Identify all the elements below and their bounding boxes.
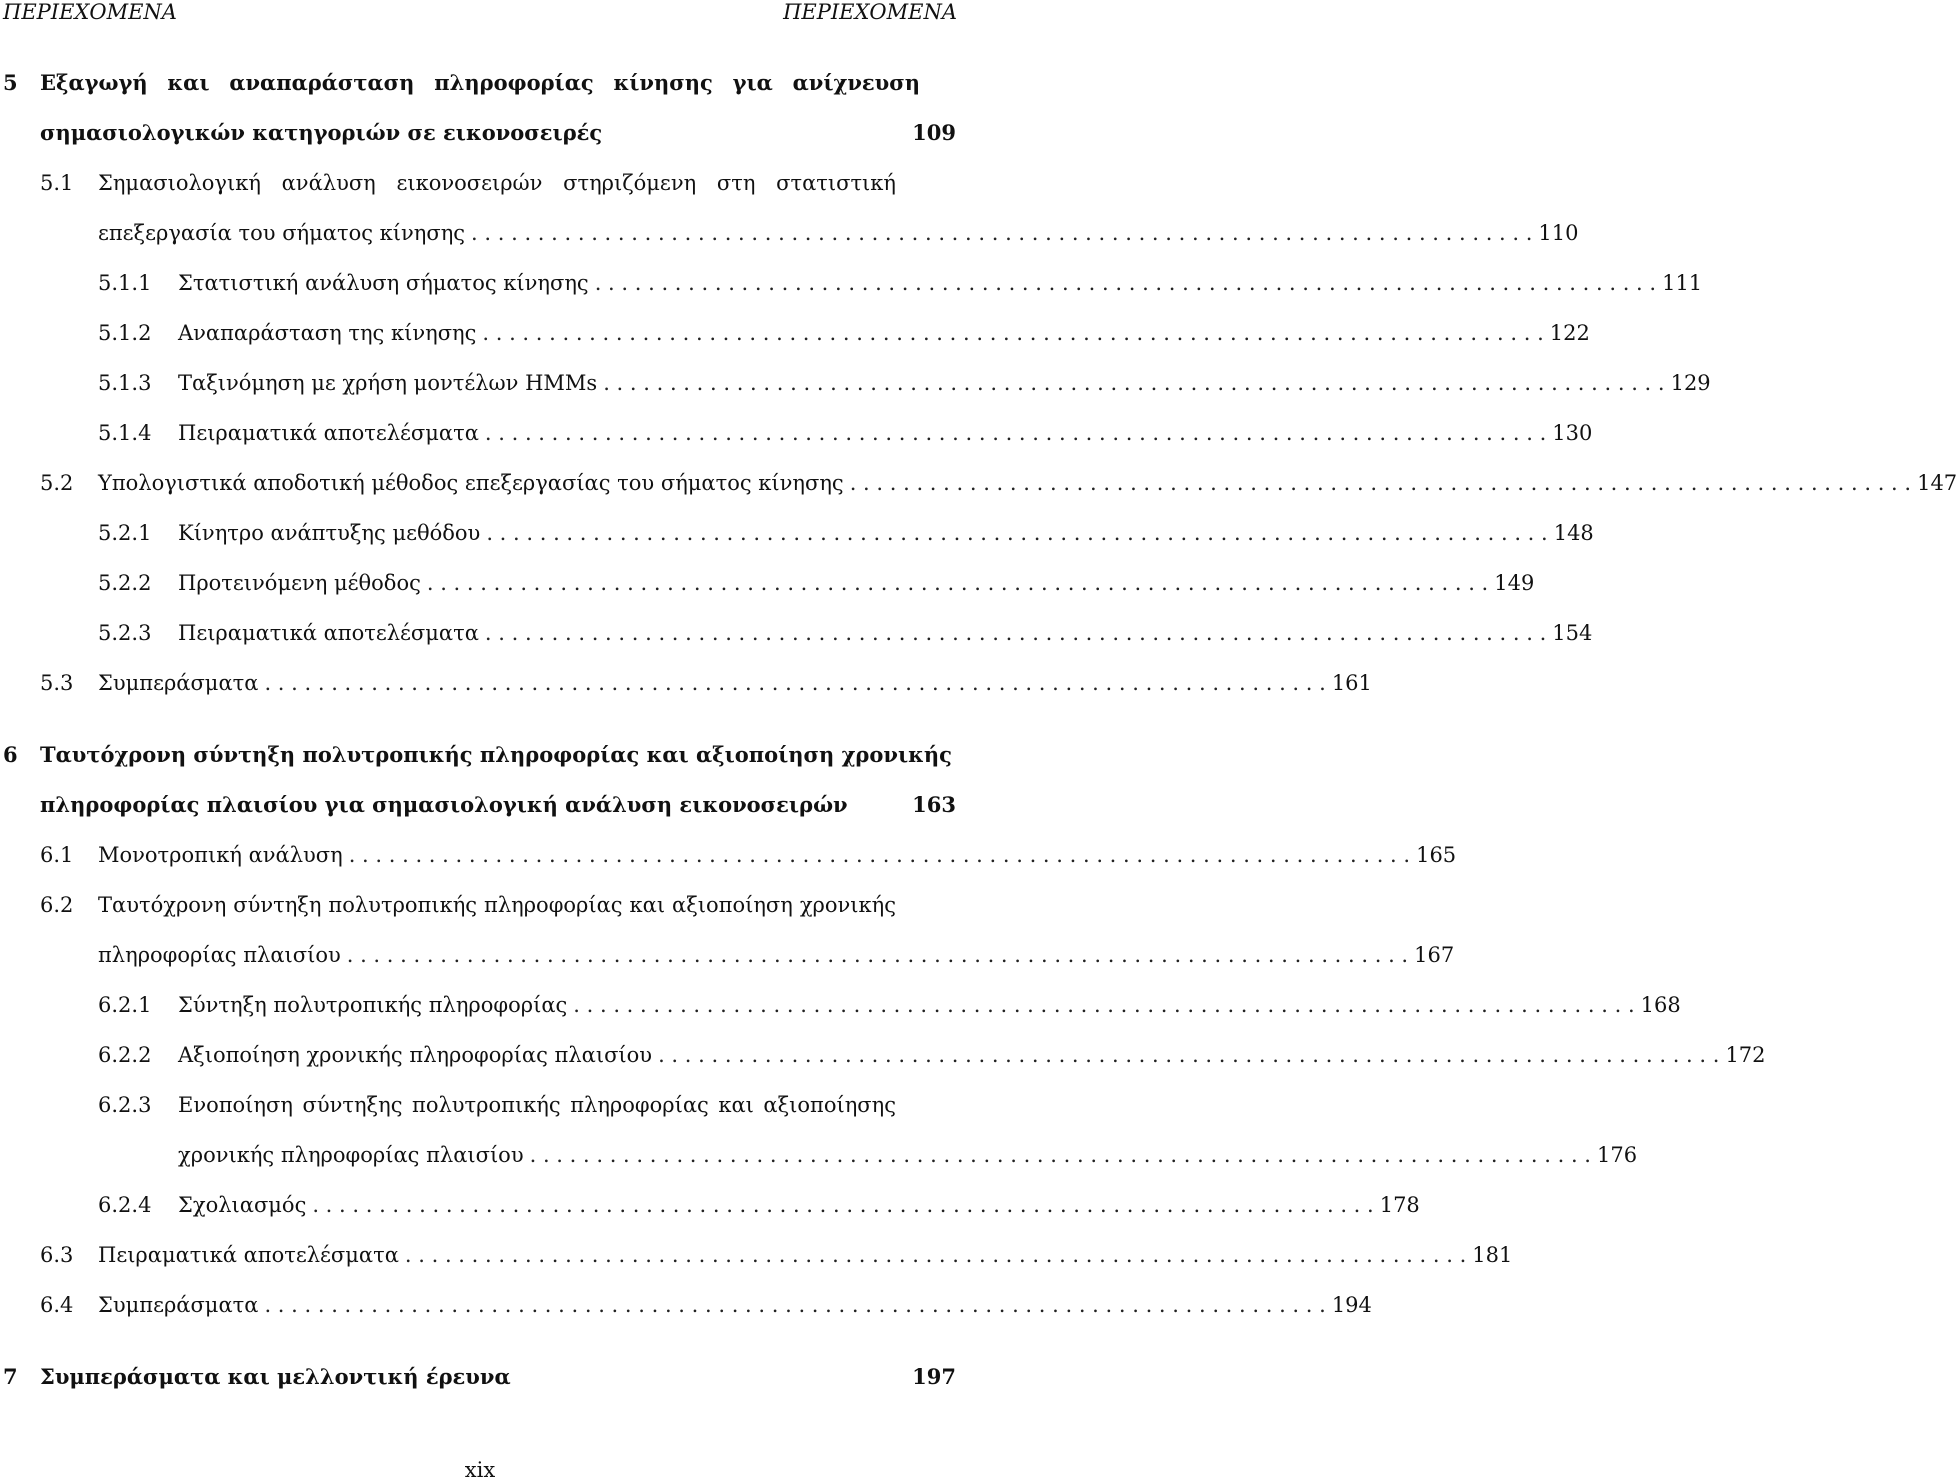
toc-section-6-2-2[interactable] [0, 1030, 1766, 1080]
section-title: Ταξινόμηση με χρήση μοντέλων HMMs [178, 371, 598, 395]
section-page-number: 168 [1640, 993, 1681, 1017]
running-header-right: ΠΕΡΙΕΧΟΜΕΝΑ [783, 0, 957, 24]
section-page-number: 129 [1670, 371, 1711, 395]
dot-leader: . . . . . . . . . . . . . . . . . . . . . . . . . . . . . . . . . . . . . . . . . . . . . . . . . . . . . . . . . . . . . . . . . . . . . . . . . . . . . . . . [426, 571, 1489, 595]
section-page-number: 194 [1331, 1293, 1372, 1317]
toc-section-6-2-1[interactable] [0, 980, 1681, 1030]
dot-leader: . . . . . . . . . . . . . . . . . . . . . . . . . . . . . . . . . . . . . . . . . . . . . . . . . . . . . . . . . . . . . . . . . . . . . . . . . . . . . . . . [346, 943, 1409, 967]
section-title: Μονοτροπική ανάλυση [98, 843, 343, 867]
dot-leader: . . . . . . . . . . . . . . . . . . . . . . . . . . . . . . . . . . . . . . . . . . . . . . . . . . . . . . . . . . . . . . . . . . . . . . . . . . . . . . . . [264, 671, 1326, 695]
dot-leader: . . . . . . . . . . . . . . . . . . . . . . . . . . . . . . . . . . . . . . . . . . . . . . . . . . . . . . . . . . . . . . . . . . . . . . . . . . . . . . . . [471, 221, 1533, 245]
section-title-line-1: Ενοποίηση σύντηξης πολυτροπικής πληροφορίας και αξιοποίησης [178, 1093, 896, 1117]
section-page-number: 176 [1596, 1143, 1638, 1167]
section-page-number: 154 [1552, 621, 1593, 645]
dot-leader: . . . . . . . . . . . . . . . . . . . . . . . . . . . . . . . . . . . . . . . . . . . . . . . . . . . . . . . . . . . . . . . . . . . . . . . . . . . . . . . . [658, 1043, 1720, 1067]
dot-leader: . . . . . . . . . . . . . . . . . . . . . . . . . . . . . . . . . . . . . . . . . . . . . . . . . . . . . . . . . . . . . . . . . . . . . . . . . . . . . . . . [573, 993, 1635, 1017]
section-title: Συμπεράσματα [98, 1293, 259, 1317]
toc-section-5-2-2[interactable] [0, 558, 1535, 608]
toc-chapter-5[interactable] [0, 58, 960, 158]
toc-chapter-7[interactable] [0, 1352, 960, 1402]
section-number: 6.2 [40, 893, 74, 917]
section-number: 5.2.1 [98, 521, 152, 545]
section-title: Υπολογιστικά αποδοτική μέθοδος επεξεργασίας του σήματος κίνησης [98, 471, 844, 495]
chapter-title-line-2: πληροφορίας πλαισίου για σημασιολογική ανάλυση εικονοσειρών [40, 792, 848, 817]
section-number: 6.2.2 [98, 1043, 152, 1067]
dot-leader: . . . . . . . . . . . . . . . . . . . . . . . . . . . . . . . . . . . . . . . . . . . . . . . . . . . . . . . . . . . . . . . . . . . . . . . . . . . . . . . . [264, 1293, 1326, 1317]
chapter-number: 5 [3, 70, 18, 95]
chapter-page-number: 109 [912, 120, 956, 145]
section-title: Πειραματικά αποτελέσματα [178, 621, 479, 645]
toc-section-5-2[interactable] [0, 458, 1957, 508]
section-title: Κίνητρο ανάπτυξης μεθόδου [178, 521, 481, 545]
dot-leader: . . . . . . . . . . . . . . . . . . . . . . . . . . . . . . . . . . . . . . . . . . . . . . . . . . . . . . . . . . . . . . . . . . . . . . . . . . . . . . . . [594, 271, 1657, 295]
dot-leader: . . . . . . . . . . . . . . . . . . . . . . . . . . . . . . . . . . . . . . . . . . . . . . . . . . . . . . . . . . . . . . . . . . . . . . . . . . . . . . . . [404, 1243, 1467, 1267]
section-title-line-2: χρονικής πληροφορίας πλαισίου [178, 1143, 524, 1167]
chapter-page-number: 163 [912, 792, 956, 817]
chapter-number: 6 [3, 742, 18, 767]
toc-section-5-1-2[interactable] [0, 308, 1590, 358]
section-title: Προτεινόμενη μέθοδος [178, 571, 421, 595]
toc-section-5-1-4[interactable] [0, 408, 1593, 458]
section-number: 5.1.3 [98, 371, 152, 395]
section-title: Αξιοποίηση χρονικής πληροφορίας πλαισίου [178, 1043, 653, 1067]
section-title-line-2: επεξεργασία του σήματος κίνησης [98, 221, 466, 245]
toc-section-5-2-3[interactable] [0, 608, 1593, 658]
toc-section-5-2-1[interactable] [0, 508, 1594, 558]
section-number: 5.1.4 [98, 421, 152, 445]
chapter-title-line-2: σημασιολογικών κατηγοριών σε εικονοσειρές [40, 120, 603, 145]
chapter-page-number: 197 [912, 1364, 956, 1389]
chapter-number: 7 [3, 1364, 18, 1389]
section-page-number: 148 [1553, 521, 1594, 545]
dot-leader: . . . . . . . . . . . . . . . . . . . . . . . . . . . . . . . . . . . . . . . . . . . . . . . . . . . . . . . . . . . . . . . . . . . . . . . . . . . . . . . . [484, 621, 1547, 645]
section-number: 6.2.1 [98, 993, 152, 1017]
section-number: 6.2.3 [98, 1093, 152, 1117]
chapter-title-line-1: Εξαγωγή και αναπαράσταση πληροφορίας κίνησης για ανίχνευση [40, 70, 920, 95]
running-header-left: ΠΕΡΙΕΧΟΜΕΝΑ [3, 0, 177, 24]
toc-section-5-1[interactable] [0, 158, 1579, 258]
section-number: 5.2.2 [98, 571, 152, 595]
section-title: Στατιστική ανάλυση σήματος κίνησης [178, 271, 589, 295]
section-page-number: 111 [1662, 271, 1703, 295]
section-title-line-1: Ταυτόχρονη σύντηξη πολυτροπικής πληροφορίας και αξιοποίηση χρονικής [98, 893, 896, 917]
toc-section-5-3[interactable] [0, 658, 1372, 708]
section-number: 5.2.3 [98, 621, 152, 645]
chapter-title: Συμπεράσματα και μελλοντική έρευνα [40, 1364, 511, 1389]
section-page-number: 181 [1472, 1243, 1513, 1267]
section-page-number: 167 [1414, 943, 1455, 967]
section-page-number: 165 [1416, 843, 1457, 867]
section-number: 5.1.1 [98, 271, 152, 295]
section-number: 5.1.2 [98, 321, 152, 345]
toc-chapter-6[interactable] [0, 730, 960, 830]
toc-section-6-4[interactable] [0, 1280, 1372, 1330]
toc-section-6-3[interactable] [0, 1230, 1513, 1280]
section-number: 6.1 [40, 843, 74, 867]
dot-leader: . . . . . . . . . . . . . . . . . . . . . . . . . . . . . . . . . . . . . . . . . . . . . . . . . . . . . . . . . . . . . . . . . . . . . . . . . . . . . . . . [484, 421, 1547, 445]
section-page-number: 110 [1538, 221, 1579, 245]
toc-section-5-1-3[interactable] [0, 358, 1711, 408]
dot-leader: . . . . . . . . . . . . . . . . . . . . . . . . . . . . . . . . . . . . . . . . . . . . . . . . . . . . . . . . . . . . . . . . . . . . . . . . . . . . . . . . [486, 521, 1548, 545]
toc-section-6-2-4[interactable] [0, 1180, 1420, 1230]
section-title: Πειραματικά αποτελέσματα [178, 421, 479, 445]
section-page-number: 161 [1331, 671, 1372, 695]
section-number: 5.1 [40, 171, 74, 195]
toc-section-6-2-3[interactable] [0, 1080, 1638, 1180]
section-number: 6.4 [40, 1293, 74, 1317]
toc-section-6-2[interactable] [0, 880, 1455, 980]
dot-leader: . . . . . . . . . . . . . . . . . . . . . . . . . . . . . . . . . . . . . . . . . . . . . . . . . . . . . . . . . . . . . . . . . . . . . . . . . . . . . . . . [482, 321, 1544, 345]
dot-leader: . . . . . . . . . . . . . . . . . . . . . . . . . . . . . . . . . . . . . . . . . . . . . . . . . . . . . . . . . . . . . . . . . . . . . . . . . . . . . . . . [603, 371, 1665, 395]
section-page-number: 149 [1494, 571, 1535, 595]
section-title-line-1: Σημασιολογική ανάλυση εικονοσειρών στηριζόμενη στη στατιστική [98, 171, 896, 195]
chapter-title-line-1: Ταυτόχρονη σύντηξη πολυτροπικής πληροφορίας και αξιοποίηση χρονικής [40, 742, 952, 767]
section-page-number: 172 [1725, 1043, 1766, 1067]
section-page-number: 122 [1549, 321, 1590, 345]
section-title: Συμπεράσματα [98, 671, 259, 695]
section-page-number: 147 [1917, 471, 1957, 495]
table-of-contents [0, 58, 1957, 1402]
toc-section-6-1[interactable] [0, 830, 1457, 880]
dot-leader: . . . . . . . . . . . . . . . . . . . . . . . . . . . . . . . . . . . . . . . . . . . . . . . . . . . . . . . . . . . . . . . . . . . . . . . . . . . . . . . . [312, 1193, 1374, 1217]
section-title-line-2: πληροφορίας πλαισίου [98, 943, 341, 967]
dot-leader: . . . . . . . . . . . . . . . . . . . . . . . . . . . . . . . . . . . . . . . . . . . . . . . . . . . . . . . . . . . . . . . . . . . . . . . . . . . . . . . . [529, 1143, 1591, 1167]
section-page-number: 130 [1552, 421, 1593, 445]
section-number: 6.3 [40, 1243, 74, 1267]
dot-leader: . . . . . . . . . . . . . . . . . . . . . . . . . . . . . . . . . . . . . . . . . . . . . . . . . . . . . . . . . . . . . . . . . . . . . . . . . . . . . . . . [348, 843, 1411, 867]
section-title: Αναπαράσταση της κίνησης [178, 321, 477, 345]
page-number: xix [464, 1458, 496, 1482]
section-title: Πειραματικά αποτελέσματα [98, 1243, 399, 1267]
section-title: Σχολιασμός [178, 1193, 307, 1217]
dot-leader: . . . . . . . . . . . . . . . . . . . . . . . . . . . . . . . . . . . . . . . . . . . . . . . . . . . . . . . . . . . . . . . . . . . . . . . . . . . . . . . . [849, 471, 1912, 495]
section-title: Σύντηξη πολυτροπικής πληροφορίας [178, 993, 568, 1017]
section-page-number: 178 [1379, 1193, 1420, 1217]
section-number: 5.3 [40, 671, 74, 695]
toc-section-5-1-1[interactable] [0, 258, 1703, 308]
section-number: 5.2 [40, 471, 74, 495]
section-number: 6.2.4 [98, 1193, 152, 1217]
